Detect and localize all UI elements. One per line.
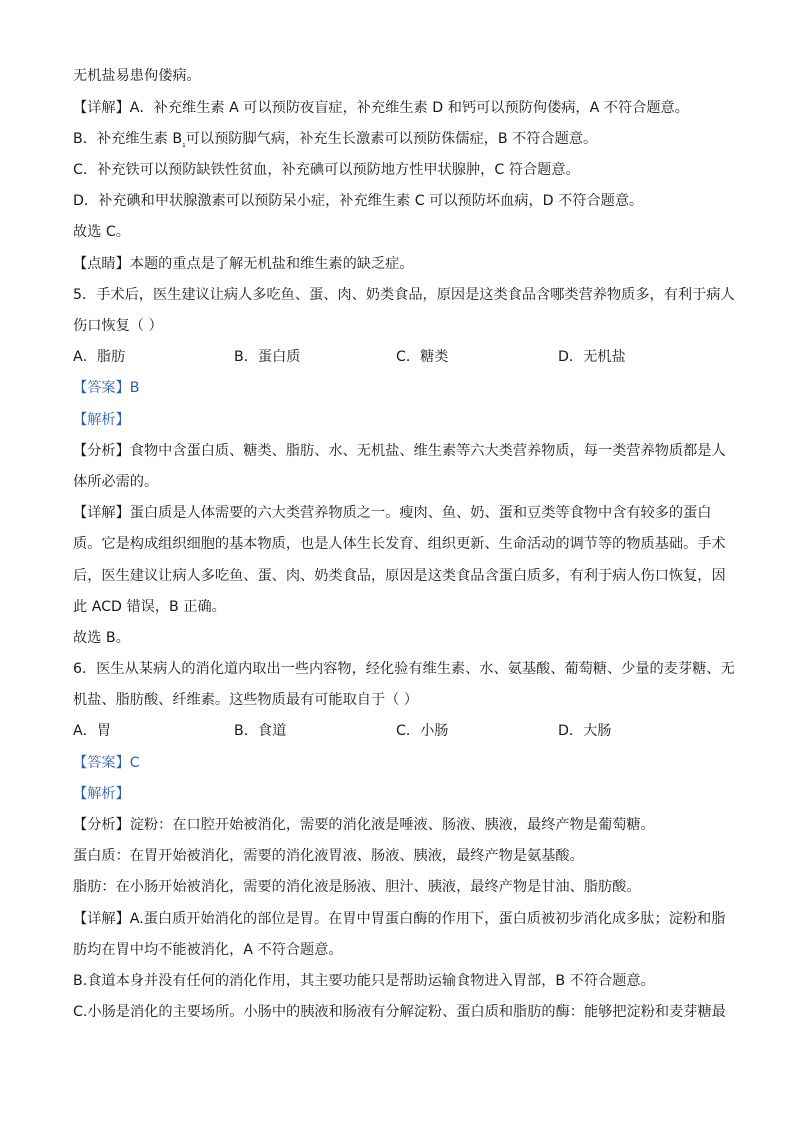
text-line: 【分析】淀粉：在口腔开始被消化，需要的消化液是唾液、肠液、胰液，最终产物是葡萄糖。	[73, 817, 655, 833]
text-line: 【详解】A.蛋白质开始消化的部位是胃。在胃中胃蛋白酶的作用下，蛋白质被初步消化成多肽；淀粉和脂	[73, 911, 726, 927]
text-line: 脂肪：在小肠开始被消化，需要的消化液是肠液、胆汁、胰液，最终产物是甘油、脂肪酸。	[73, 879, 641, 895]
analysis-label: 【解析】	[73, 412, 130, 428]
text-line: 机盐、脂肪酸、纤维素。这些物质最有可能取自于（ ）	[73, 692, 419, 708]
option-a: A．胃	[73, 723, 112, 739]
text-line: 伤口恢复（ ）	[73, 318, 163, 334]
question-6: 6．医生从某病人的消化道内取出一些内容物，经化验有维生素、水、氨基酸、葡萄糖、少量的麦芽糖、无	[73, 661, 735, 677]
text-line: C．补充铁可以预防缺铁性贫血，补充碘可以预防地方性甲状腺肿，C 符合题意。	[73, 162, 580, 178]
answer-label: 【答案】C	[73, 755, 140, 771]
text-line: 体所必需的。	[73, 474, 159, 490]
text-line: 蛋白质：在胃开始被消化，需要的消化液胃液、肠液、胰液，最终产物是氨基酸。	[73, 848, 584, 864]
option-a: A．脂肪	[73, 349, 126, 365]
text-line: 故选 B。	[73, 630, 130, 646]
option-b: B．蛋白质	[234, 349, 301, 365]
option-c: C．小肠	[396, 723, 449, 739]
text-line: 【详解】A．补充维生素 A 可以预防夜盲症，补充维生素 D 和钙可以预防佝偻病，A 不符合题意。	[73, 100, 689, 116]
text-line: 后，医生建议让病人多吃鱼、蛋、肉、奶类食品，原因是这类食品含蛋白质多，有利于病人伤口恢复，因	[73, 568, 726, 584]
text-line: 无机盐易患佝偻病。	[73, 68, 201, 84]
option-c: C．糖类	[396, 349, 449, 365]
text-line: B.食道本身并没有任何的消化作用，其主要功能只是帮助运输食物进入胃部，B 不符合题意。	[73, 973, 655, 989]
text-line: 质。它是构成组织细胞的基本物质，也是人体生长发育、组织更新、生命活动的调节等的物质基础。手术	[73, 536, 726, 552]
answer-label: 【答案】B	[73, 380, 140, 396]
text-line: 【分析】食物中含蛋白质、糖类、脂肪、水、无机盐、维生素等六大类营养物质，每一类营养物质都是人	[73, 443, 726, 459]
text-line: 此 ACD 错误，B 正确。	[73, 599, 226, 615]
question-5: 5．手术后，医生建议让病人多吃鱼、蛋、肉、奶类食品，原因是这类食品含哪类营养物质多，有利于病人	[73, 287, 735, 303]
text-line: B．补充维生素 $B_{_1}$可以预防脚气病，补充生长激素可以预防侏儒症，B 不符合题意。	[73, 131, 598, 150]
text-line: 【详解】蛋白质是人体需要的六大类营养物质之一。瘦肉、鱼、奶、蛋和豆类等食物中含有较多的蛋白	[73, 505, 712, 521]
text-line: 故选 C。	[73, 224, 130, 240]
text-line: 肪均在胃中均不能被消化，A 不符合题意。	[73, 942, 343, 958]
option-d: D．无机盐	[558, 349, 626, 365]
text-line: 【点睛】本题的重点是了解无机盐和维生素的缺乏症。	[73, 256, 414, 272]
text-line: C.小肠是消化的主要场所。小肠中的胰液和肠液有分解淀粉、蛋白质和脂肪的酶：能够把淀粉和麦芽糖最	[73, 1004, 726, 1020]
analysis-label: 【解析】	[73, 786, 130, 802]
text-line: D．补充碘和甲状腺激素可以预防呆小症，补充维生素 C 可以预防坏血病，D 不符合题意。	[73, 193, 644, 209]
option-b: B．食道	[234, 723, 287, 739]
option-d: D．大肠	[558, 723, 612, 739]
